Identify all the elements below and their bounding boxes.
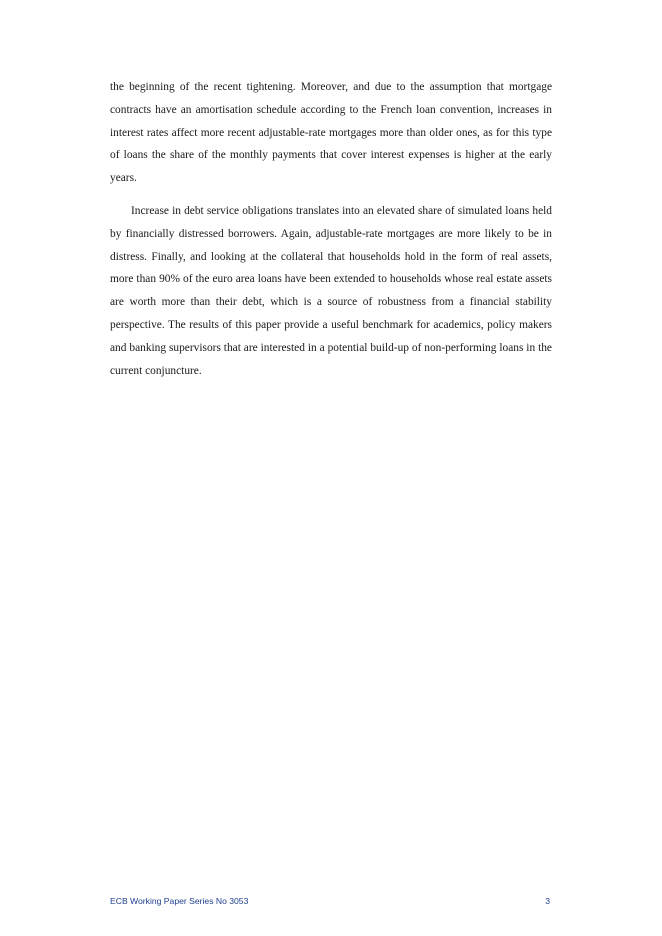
paragraph-continuation: the beginning of the recent tightening. Moreover, and due to the assumption that mortgage contracts have an amortisation schedule according to the French loan convention, increases in interest rates affect more recent adjustable-rate mortgages more than older ones, as for this type of loans the share of the monthly payments that cover interest expenses is higher at the early years. [110,81,552,185]
page-footer [110,894,552,908]
footer-page-number: 3 [545,896,550,906]
body-text [110,76,552,382]
paragraph-conclusion: Increase in debt service obligations translates into an elevated share of simulated loans held by financially distressed borrowers. Again, adjustable-rate mortgages are more likely to be in distress. Finally, and looking at the collateral that households hold in the form of real assets, more than 90% of the euro area loans have been extended to households whose real estate assets are worth more than their debt, which is a source of robustness from a financial stability perspective. The results of this paper provide a useful benchmark for academics, policy makers and banking supervisors that are interested in a potential build-up of non-performing loans in the current conjuncture. [110,204,552,377]
footer-series-title: ECB Working Paper Series No 3053 [110,896,249,906]
